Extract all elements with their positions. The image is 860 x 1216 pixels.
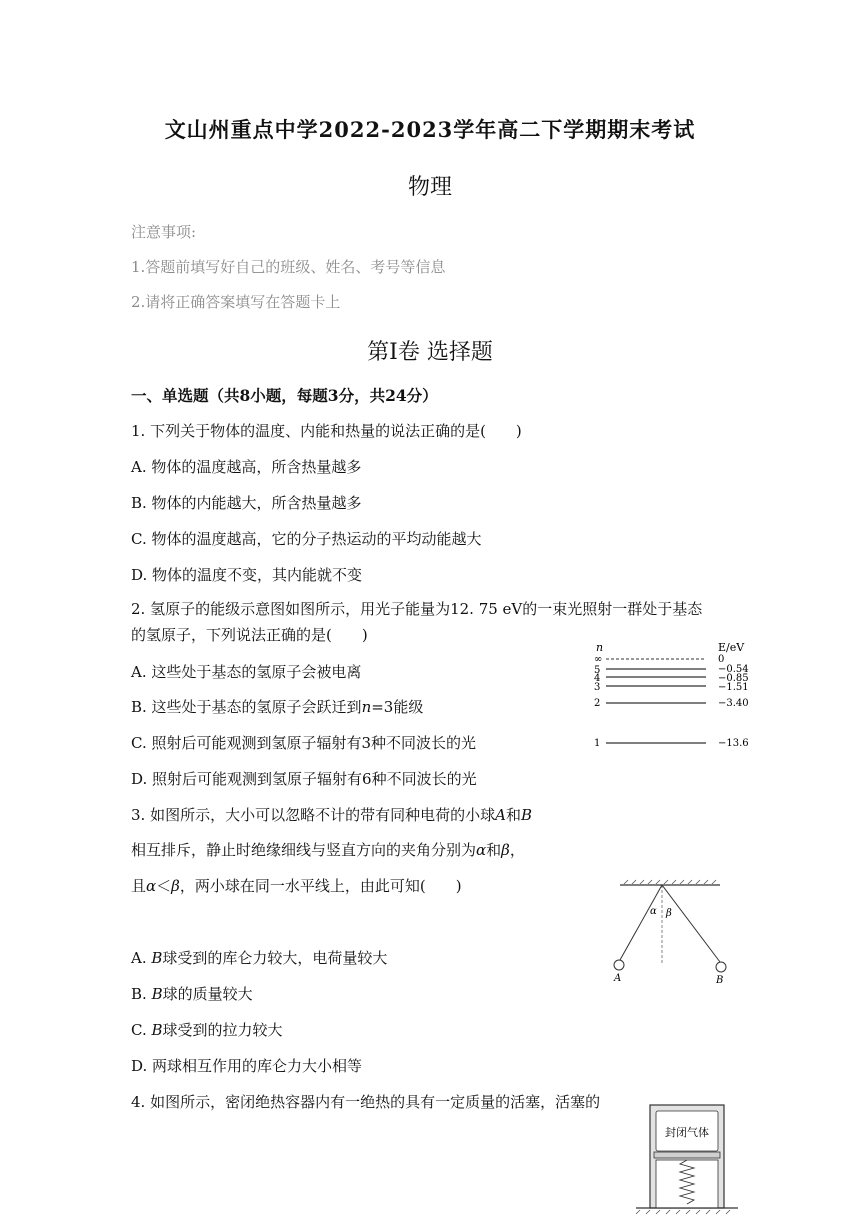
level-2-n: 2 bbox=[594, 698, 601, 709]
q2-stem-line1: 2. 氢原子的能级示意图如图所示，用光子能量为12. 75 eV的一束光照射一群处于基态 bbox=[131, 600, 703, 618]
q3-option-d-label: D. bbox=[131, 1057, 148, 1075]
q2-option-b bbox=[131, 696, 423, 717]
q3-option-a bbox=[131, 947, 387, 968]
piston bbox=[654, 1152, 720, 1158]
q3-alpha-2: α bbox=[146, 877, 157, 895]
q3-option-c-text: 球受到的拉力较大 bbox=[162, 1021, 283, 1039]
q3-stem-line3 bbox=[131, 875, 462, 896]
q3-option-b-label: B. bbox=[131, 985, 147, 1003]
level-1-n: 1 bbox=[594, 738, 601, 749]
ball-b-label: B bbox=[716, 975, 724, 986]
q3-stem-line3-pre: 且 bbox=[131, 877, 147, 895]
q1-option-d: D. 物体的温度不变，其内能就不变 bbox=[131, 566, 363, 584]
q3-option-b-var: B bbox=[151, 985, 163, 1003]
q3-lt: ＜ bbox=[156, 877, 172, 895]
q3-and-2: 和 bbox=[486, 841, 502, 859]
level-inf-e: 0 bbox=[718, 654, 725, 665]
level-3-e: −1.51 bbox=[718, 682, 749, 693]
ball-b bbox=[716, 962, 726, 972]
thread-b bbox=[662, 885, 720, 962]
q2-option-b-tail: =3能级 bbox=[371, 698, 424, 716]
q3-stem-line2 bbox=[131, 839, 525, 860]
q3-option-c bbox=[131, 1019, 283, 1040]
q3-stem-text: 3. 如图所示，大小可以忽略不计的带有同种电荷的小球 bbox=[131, 806, 496, 824]
q2-option-c: C. 照射后可能观测到氢原子辐射有3种不同波长的光 bbox=[131, 734, 477, 752]
diagram-e-header: E/eV bbox=[718, 641, 745, 654]
q3-option-d bbox=[131, 1055, 362, 1076]
ceiling-hatch bbox=[624, 880, 716, 884]
q3-var-a: A bbox=[495, 806, 506, 824]
q2-option-b-text: B. 这些处于基态的氢原子会跃迁到 bbox=[131, 698, 362, 716]
level-5-e: −0.54 bbox=[718, 664, 749, 675]
q3-option-b bbox=[131, 983, 253, 1004]
level-3-n: 3 bbox=[594, 682, 601, 693]
q2-stem-line2: 的氢原子，下列说法正确的是( ) bbox=[131, 626, 368, 644]
notes-heading: 注意事项: bbox=[131, 223, 197, 241]
thread-a bbox=[620, 885, 662, 960]
q3-option-d-text: 两球相互作用的库仑力大小相等 bbox=[147, 1057, 363, 1075]
q1-option-c: C. 物体的温度越高，它的分子热运动的平均动能越大 bbox=[131, 530, 482, 548]
q3-option-c-var: B bbox=[151, 1021, 163, 1039]
q3-stem-line1 bbox=[131, 804, 532, 825]
charged-balls-diagram bbox=[602, 878, 742, 990]
q3-option-b-text: 球的质量较大 bbox=[162, 985, 253, 1003]
level-4-n: 4 bbox=[594, 673, 601, 684]
level-inf-n: ∞ bbox=[594, 654, 603, 665]
exam-subject: 物理 bbox=[407, 175, 452, 200]
level-4-e: −0.85 bbox=[718, 673, 749, 684]
level-5-n: 5 bbox=[594, 665, 601, 676]
angle-alpha-label: α bbox=[650, 906, 657, 917]
q3-option-a-var: B bbox=[151, 949, 163, 967]
q1-option-b: B. 物体的内能越大，所含热量越多 bbox=[131, 494, 362, 512]
q2-option-a: A. 这些处于基态的氢原子会被电离 bbox=[131, 663, 362, 681]
q1-option-a: A. 物体的温度越高，所含热量越多 bbox=[131, 458, 362, 476]
q4-stem: 4. 如图所示，密闭绝热容器内有一绝热的具有一定质量的活塞，活塞的 bbox=[131, 1093, 601, 1111]
ball-a-label: A bbox=[614, 973, 622, 984]
sealed-container-diagram bbox=[632, 1100, 742, 1216]
energy-level-diagram bbox=[588, 636, 758, 756]
q3-and: 和 bbox=[505, 806, 521, 824]
exam-title: 文山州重点中学2022-2023学年高二下学期期末考试 bbox=[164, 117, 696, 142]
q3-beta: β bbox=[501, 841, 510, 859]
q3-option-a-label: A. bbox=[131, 949, 147, 967]
q3-stem-line2-text: 相互排斥，静止时绝缘细线与竖直方向的夹角分别为 bbox=[131, 841, 477, 859]
section-heading: 一、单选题（共8小题，每题3分，共24分） bbox=[131, 386, 438, 405]
angle-beta-label: β bbox=[666, 908, 672, 919]
q3-option-a-text: 球受到的库仑力较大，电荷量较大 bbox=[162, 949, 388, 967]
level-1-e: −13.6 bbox=[718, 738, 749, 749]
q3-stem-line3-post: ，两小球在同一水平线上，由此可知( ) bbox=[179, 877, 462, 895]
level-2-e: −3.40 bbox=[718, 698, 749, 709]
q3-option-c-label: C. bbox=[131, 1021, 147, 1039]
gas-label: 封闭气体 bbox=[665, 1126, 709, 1139]
part-title: 第Ⅰ卷 选择题 bbox=[367, 340, 493, 365]
q3-var-b: B bbox=[520, 806, 532, 824]
ball-a bbox=[614, 960, 624, 970]
q3-alpha: α bbox=[476, 841, 487, 859]
q3-comma: ， bbox=[509, 841, 525, 859]
q1-stem: 1. 下列关于物体的温度、内能和热量的说法正确的是( ) bbox=[131, 422, 522, 440]
diagram-n-header: n bbox=[596, 641, 604, 654]
note-item-1: 1.答题前填写好自己的班级、姓名、考号等信息 bbox=[131, 258, 446, 276]
lower-chamber bbox=[656, 1160, 718, 1208]
q2-option-b-var: n bbox=[361, 698, 372, 716]
q2-option-d: D. 照射后可能观测到氢原子辐射有6种不同波长的光 bbox=[131, 770, 477, 788]
q3-beta-2: β bbox=[171, 877, 180, 895]
note-item-2: 2.请将正确答案填写在答题卡上 bbox=[131, 293, 341, 311]
ground-hatch bbox=[636, 1210, 730, 1214]
